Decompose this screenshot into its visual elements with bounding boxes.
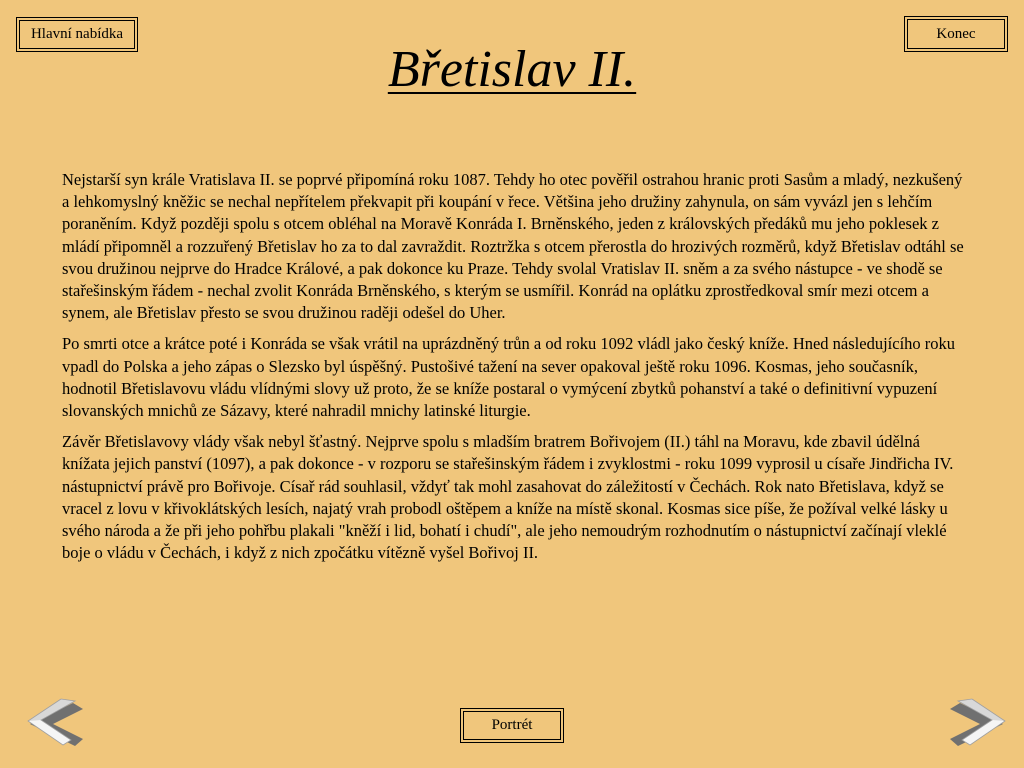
portrait-label: Portrét xyxy=(491,717,533,733)
paragraph-3: Závěr Břetislavovy vlády však nebyl šťastný. Nejprve spolu s mladším bratrem Bořivojem (II.) táhl na Moravu, kde zbavil údělná knížata jejich panství (1097), a pak dokonce - v rozporu se stařešinským řádem i zvyklostmi - roku 1099 vyprosil u císaře Jindřicha IV. nástupnictví právě pro Bořivoje. Císař rád souhlasil, vždyť tak mohl zasahovat do záležitostí v Čechách. Rok nato Břetislava, když se vracel z lovu v křivoklátských lesích, najatý vrah probodl oštěpem a kníže na místě skonal. Kosmas sice píše, že požíval velké lásky u svého národa a že při jeho pohřbu plakali "kněží i lid, bohatí i chudí", ale jeho nemoudrým rozhodnutím o nástupnictví začínají vleklé boje o vládu v Čechách, i když z nich zpočátku vítězně vyšel Bořivoj II. xyxy=(62,432,954,563)
page-title xyxy=(0,34,1024,106)
portrait-button[interactable] xyxy=(460,708,564,743)
right-chevron-arrow-icon xyxy=(944,696,1008,748)
paragraph-2: Po smrti otce a krátce poté i Konráda se však vrátil na uprázdněný trůn a od roku 1092 vládl jako český kníže. Hned následujícího roku vpadl do Polska a jeho zápas o Slezsko byl úspěšný. Pustošivé tažení na sever opakoval ještě roku 1096. Kosmas, jeho současník, hodnotil Břetislavovu vládu vlídnými slovy už proto, že se kníže postaral o vymýcení zbytků pohanství a také o definitivní vypuzení slovanských mnichů ze Sázavy, které nahradil mnichy latinské liturgie. xyxy=(62,334,956,421)
next-page-button[interactable] xyxy=(944,696,1008,748)
end-label: Konec xyxy=(936,25,976,42)
main-menu-label: Hlavní nabídka xyxy=(30,26,124,42)
previous-page-button[interactable] xyxy=(25,696,89,748)
page-title-text: Břetislav II. xyxy=(387,41,637,98)
paragraph-1: Nejstarší syn krále Vratislava II. se poprvé připomíná roku 1087. Tehdy ho otec pověřil ostrahou hranic proti Sasům a mladý, nezkušený a lehkomyslný kněžic se nechal nepřítelem překvapit při koupání v řece. Většina jeho družiny zahynula, on sám vyvázl jen s lehčím poraněním. Když později spolu s otcem obléhal na Moravě Konráda I. Brněnského, jeden z královských předáků mu jeho poklesek z mládí připomněl a rozzuřený Břetislav ho za to dal zavraždit. Roztržka s otcem přerostla do hrozivých rozměrů, když Břetislav odtáhl se svou družinou nejprve do Hradce Králové, a pak dokonce ku Praze. Tehdy svolal Vratislav II. sněm a za svého nástupce - ve shodě se stařešinským řádem - nechal zvolit Konráda Brněnského, s kterým se usmířil. Konrád na oplátku zprostředkoval smír mezi otcem a synem, ale Břetislav přesto se svou družinou raději odešel do Uher. xyxy=(62,170,964,323)
left-chevron-arrow-icon xyxy=(25,696,89,748)
article-body xyxy=(62,169,967,573)
